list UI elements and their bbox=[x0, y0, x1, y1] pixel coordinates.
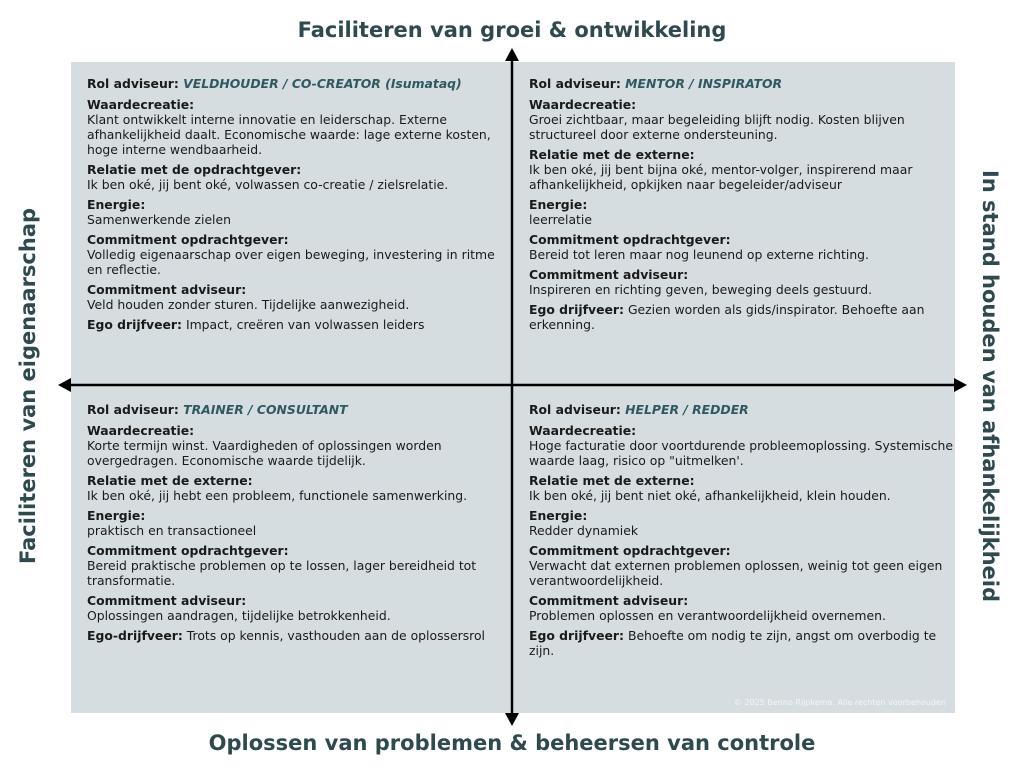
role-label: Rol adviseur: bbox=[87, 402, 179, 417]
ego-section bbox=[529, 628, 954, 658]
section-text: Samenwerkende zielen bbox=[87, 212, 231, 227]
ego-label: Ego-drijfveer: bbox=[87, 628, 183, 643]
ego-section bbox=[529, 302, 954, 332]
arrow-down-icon bbox=[505, 713, 519, 726]
ego-section bbox=[87, 628, 512, 643]
section-heading: Waardecreatie: bbox=[87, 423, 195, 438]
section bbox=[529, 593, 954, 623]
section bbox=[87, 232, 512, 277]
section-heading: Commitment adviseur: bbox=[529, 593, 689, 608]
role-label: Rol adviseur: bbox=[87, 76, 179, 91]
section-heading: Commitment adviseur: bbox=[87, 593, 247, 608]
arrow-left-icon bbox=[58, 378, 71, 392]
section-heading: Relatie met de externe: bbox=[529, 473, 695, 488]
section-text: Volledig eigenaarschap over eigen beweging, investering in ritme en reflectie. bbox=[87, 247, 495, 277]
section bbox=[87, 508, 512, 538]
section-text: Veld houden zonder sturen. Tijdelijke aanwezigheid. bbox=[87, 297, 410, 312]
section bbox=[529, 423, 954, 468]
section-text: Oplossingen aandragen, tijdelijke betrokkenheid. bbox=[87, 608, 391, 623]
section-heading: Waardecreatie: bbox=[87, 97, 195, 112]
section-text: Klant ontwikkelt interne innovatie en leiderschap. Externe afhankelijkheid daalt. Economische waarde: lage externe kosten, hoge interne wendbaarheid. bbox=[87, 112, 491, 157]
section-heading: Commitment opdrachtgever: bbox=[87, 543, 289, 558]
section-heading: Waardecreatie: bbox=[529, 97, 637, 112]
section-text: Ik ben oké, jij bent niet oké, afhankelijkheid, klein houden. bbox=[529, 488, 891, 503]
role-name: TRAINER / CONSULTANT bbox=[183, 402, 348, 417]
section-heading: Waardecreatie: bbox=[529, 423, 637, 438]
role-name: HELPER / REDDER bbox=[625, 402, 749, 417]
ego-label: Ego drijfveer: bbox=[529, 628, 624, 643]
section-heading: Commitment opdrachtgever: bbox=[529, 543, 731, 558]
axis-title-left: Faciliteren van eigenaarschap bbox=[16, 207, 40, 565]
quadrant-bottom-right bbox=[529, 402, 954, 663]
ego-text: Behoefte om nodig te zijn, angst om overbodig te zijn. bbox=[529, 628, 937, 658]
role-line bbox=[87, 76, 512, 91]
section bbox=[529, 232, 954, 262]
section-text: Ik ben oké, jij bent bijna oké, mentor-volger, inspirerend maar afhankelijkheid, opkijken naar begeleider/adviseur bbox=[529, 162, 913, 192]
section-heading: Commitment adviseur: bbox=[87, 282, 247, 297]
axis-title-bottom: Oplossen van problemen & beheersen van controle bbox=[208, 731, 816, 755]
copyright-notice: © 2025 Benno Rijpkema. Alle rechten voorbehouden bbox=[733, 698, 946, 707]
quadrant-top-left bbox=[87, 76, 512, 337]
section bbox=[529, 267, 954, 297]
section-heading: Energie: bbox=[87, 508, 146, 523]
arrow-right-icon bbox=[954, 378, 967, 392]
section-text: praktisch en transactioneel bbox=[87, 523, 257, 538]
ego-label: Ego drijfveer: bbox=[87, 317, 182, 332]
role-label: Rol adviseur: bbox=[529, 76, 621, 91]
section-heading: Commitment opdrachtgever: bbox=[87, 232, 289, 247]
quadrant-top-right bbox=[529, 76, 954, 337]
section-text: Ik ben oké, jij bent oké, volwassen co-creatie / zielsrelatie. bbox=[87, 177, 449, 192]
section-text: Groei zichtbaar, maar begeleiding blijft nodig. Kosten blijven structureel door externe ondersteuning. bbox=[529, 112, 905, 142]
ego-text: Trots op kennis, vasthouden aan de oplossersrol bbox=[186, 628, 485, 643]
section-heading: Energie: bbox=[529, 197, 588, 212]
section-text: Ik ben oké, jij hebt een probleem, functionele samenwerking. bbox=[87, 488, 468, 503]
section bbox=[529, 197, 954, 227]
section-text: Bereid tot leren maar nog leunend op externe richting. bbox=[529, 247, 869, 262]
arrow-up-icon bbox=[505, 48, 519, 61]
section bbox=[529, 508, 954, 538]
section bbox=[87, 197, 512, 227]
section-heading: Commitment opdrachtgever: bbox=[529, 232, 731, 247]
section-text: Korte termijn winst. Vaardigheden of oplossingen worden overgedragen. Economische waarde tijdelijk. bbox=[87, 438, 442, 468]
section bbox=[529, 97, 954, 142]
section bbox=[87, 282, 512, 312]
section-text: Hoge facturatie door voortdurende probleemoplossing. Systemische waarde laag, risico op "uitmelken'. bbox=[529, 438, 954, 468]
section bbox=[87, 473, 512, 503]
section-heading: Energie: bbox=[87, 197, 146, 212]
role-line bbox=[529, 76, 954, 91]
role-name: MENTOR / INSPIRATOR bbox=[625, 76, 783, 91]
section-heading: Energie: bbox=[529, 508, 588, 523]
role-line bbox=[529, 402, 954, 417]
quadrant-bottom-left bbox=[87, 402, 512, 648]
section-text: Bereid praktische problemen op te lossen, lager bereidheid tot transformatie. bbox=[87, 558, 477, 588]
section-heading: Relatie met de externe: bbox=[529, 147, 695, 162]
section bbox=[87, 423, 512, 468]
section bbox=[87, 97, 512, 157]
section bbox=[529, 543, 954, 588]
section-heading: Relatie met de externe: bbox=[87, 473, 253, 488]
axis-title-top: Faciliteren van groei & ontwikkeling bbox=[297, 18, 727, 42]
section-text: Redder dynamiek bbox=[529, 523, 639, 538]
section-heading: Relatie met de opdrachtgever: bbox=[87, 162, 302, 177]
section-text: Verwacht dat externen problemen oplossen, weinig tot geen eigen verantwoordelijkheid. bbox=[529, 558, 943, 588]
axis-title-right: In stand houden van afhankelijkheid bbox=[978, 169, 1002, 603]
section-text: Inspireren en richting geven, beweging deels gestuurd. bbox=[529, 282, 873, 297]
ego-text: Gezien worden als gids/inspirator. Behoefte aan erkenning. bbox=[529, 302, 925, 332]
ego-text: Impact, creëren van volwassen leiders bbox=[185, 317, 425, 332]
section bbox=[529, 473, 954, 503]
section-heading: Commitment adviseur: bbox=[529, 267, 689, 282]
role-label: Rol adviseur: bbox=[529, 402, 621, 417]
section bbox=[87, 543, 512, 588]
ego-section bbox=[87, 317, 512, 332]
section bbox=[87, 162, 512, 192]
section bbox=[529, 147, 954, 192]
role-name: VELDHOUDER / CO-CREATOR (Isumataq) bbox=[183, 76, 462, 91]
role-line bbox=[87, 402, 512, 417]
section bbox=[87, 593, 512, 623]
section-text: Problemen oplossen en verantwoordelijkheid overnemen. bbox=[529, 608, 886, 623]
ego-label: Ego drijfveer: bbox=[529, 302, 624, 317]
section-text: leerrelatie bbox=[529, 212, 592, 227]
